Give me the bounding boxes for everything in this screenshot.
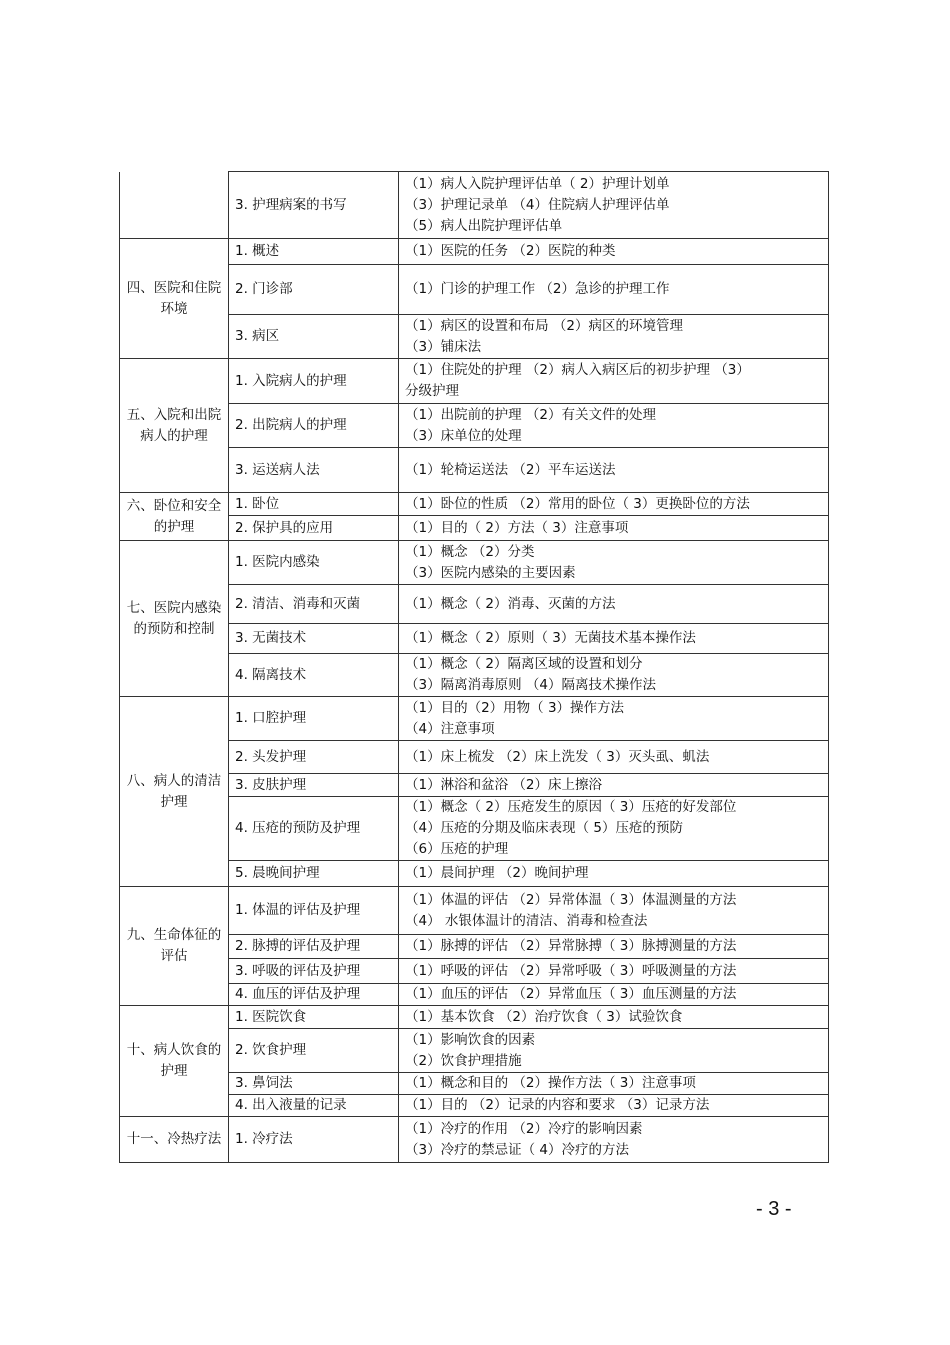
topic-cell: 2. 出院病人的护理 bbox=[229, 404, 399, 448]
content-line: （1）医院的任务 （2）医院的种类 bbox=[405, 243, 616, 259]
content-cell bbox=[399, 861, 829, 887]
content-line: （1）卧位的性质 （2）常用的卧位（ 3）更换卧位的方法 bbox=[405, 495, 750, 512]
content-cell bbox=[399, 1117, 829, 1163]
content-cell bbox=[399, 239, 829, 265]
topic-cell: 2. 饮食护理 bbox=[229, 1029, 399, 1073]
content-line: （1）血压的评估 （2）异常血压（ 3）血压测量的方法 bbox=[405, 986, 737, 1002]
content-line: （1）概念（ 2）原则（ 3）无菌技术基本操作法 bbox=[405, 630, 696, 646]
topic-cell: 3. 鼻饲法 bbox=[229, 1073, 399, 1095]
topic-cell: 4. 隔离技术 bbox=[229, 654, 399, 697]
content-line: （1）概念（ 2）压疮发生的原因（ 3）压疮的好发部位 bbox=[405, 799, 737, 815]
content-cell bbox=[399, 797, 829, 861]
content-cell bbox=[399, 541, 829, 585]
content-line: （1）影响饮食的因素 bbox=[405, 1031, 536, 1048]
table-row bbox=[120, 172, 829, 239]
section-title bbox=[120, 172, 229, 239]
content-cell bbox=[399, 1029, 829, 1073]
content-line: （2）饮食护理措施 bbox=[405, 1052, 522, 1069]
content-line: （1）概念 （2）分类 bbox=[405, 543, 535, 560]
topic-cell: 1. 概述 bbox=[229, 239, 399, 265]
topic-cell: 4. 压疮的预防及护理 bbox=[229, 797, 399, 861]
section-title: 十一、冷热疗法 bbox=[120, 1117, 229, 1163]
content-cell bbox=[399, 448, 829, 493]
content-cell bbox=[399, 697, 829, 741]
topic-cell: 1. 体温的评估及护理 bbox=[229, 887, 399, 935]
content-line: （1）概念（ 2）隔离区域的设置和划分 bbox=[405, 656, 643, 672]
content-line: （3）隔离消毒原则 （4）隔离技术操作法 bbox=[405, 677, 656, 693]
content-line: （1）晨间护理 （2）晚间护理 bbox=[405, 865, 589, 881]
content-line: （6）压疮的护理 bbox=[405, 841, 509, 857]
section-title: 九、生命体征的评估 bbox=[120, 887, 229, 1006]
content-cell bbox=[399, 493, 829, 516]
topic-cell: 3. 无菌技术 bbox=[229, 624, 399, 654]
topic-cell: 1. 口腔护理 bbox=[229, 697, 399, 741]
content-line: （1）呼吸的评估 （2）异常呼吸（ 3）呼吸测量的方法 bbox=[405, 962, 737, 979]
topic-cell: 3. 皮肤护理 bbox=[229, 774, 399, 797]
content-line: （1）病人入院护理评估单（ 2）护理计划单 bbox=[405, 175, 670, 192]
table-row bbox=[120, 1117, 829, 1163]
content-line: （1）门诊的护理工作 （2）急诊的护理工作 bbox=[405, 281, 670, 297]
topic-cell: 3. 运送病人法 bbox=[229, 448, 399, 493]
syllabus-table bbox=[119, 171, 829, 1163]
section-title: 八、病人的清洁护理 bbox=[120, 697, 229, 887]
topic-cell: 1. 医院内感染 bbox=[229, 541, 399, 585]
topic-cell: 2. 门诊部 bbox=[229, 265, 399, 315]
content-line: （1）基本饮食 （2）治疗饮食（ 3）试验饮食 bbox=[405, 1008, 683, 1025]
topic-cell: 3. 护理病案的书写 bbox=[229, 172, 399, 239]
section-title: 七、医院内感染的预防和控制 bbox=[120, 541, 229, 697]
table-row bbox=[120, 493, 829, 516]
content-cell bbox=[399, 516, 829, 541]
content-line: （1）轮椅运送法 （2）平车运送法 bbox=[405, 461, 616, 478]
table-row bbox=[120, 359, 829, 404]
topic-cell: 4. 出入液量的记录 bbox=[229, 1095, 399, 1117]
content-cell bbox=[399, 585, 829, 624]
table-row bbox=[120, 697, 829, 741]
topic-cell: 1. 冷疗法 bbox=[229, 1117, 399, 1163]
topic-cell: 5. 晨晚间护理 bbox=[229, 861, 399, 887]
content-line: 分级护理 bbox=[405, 383, 459, 399]
content-line: （1）目的（2）用物（ 3）操作方法 bbox=[405, 699, 625, 716]
content-line: （1）概念（ 2）消毒、灭菌的方法 bbox=[405, 595, 616, 612]
content-cell bbox=[399, 959, 829, 984]
content-line: （1）出院前的护理 （2）有关文件的处理 bbox=[405, 406, 656, 423]
content-line: （1）体温的评估 （2）异常体温（ 3）体温测量的方法 bbox=[405, 891, 737, 908]
topic-cell: 4. 血压的评估及护理 bbox=[229, 984, 399, 1006]
content-line: （3）医院内感染的主要因素 bbox=[405, 564, 576, 581]
topic-cell: 1. 医院饮食 bbox=[229, 1006, 399, 1029]
table-row bbox=[120, 541, 829, 585]
content-cell bbox=[399, 172, 829, 239]
section-title: 五、入院和出院病人的护理 bbox=[120, 359, 229, 493]
content-cell bbox=[399, 887, 829, 935]
content-cell bbox=[399, 359, 829, 404]
section-title: 十、病人饮食的护理 bbox=[120, 1006, 229, 1117]
table-row bbox=[120, 887, 829, 935]
table-row bbox=[120, 239, 829, 265]
content-line: （1）床上梳发 （2）床上洗发（ 3）灭头虱、虮法 bbox=[405, 748, 710, 765]
topic-cell: 1. 入院病人的护理 bbox=[229, 359, 399, 404]
content-line: （3）冷疗的禁忌证（ 4）冷疗的方法 bbox=[405, 1141, 629, 1158]
content-line: （1）淋浴和盆浴 （2）床上擦浴 bbox=[405, 776, 602, 793]
table-row bbox=[120, 1006, 829, 1029]
content-line: （3）护理记录单 （4）住院病人护理评估单 bbox=[405, 196, 670, 213]
content-cell bbox=[399, 984, 829, 1006]
topic-cell: 1. 卧位 bbox=[229, 493, 399, 516]
content-line: （3）床单位的处理 bbox=[405, 427, 522, 444]
section-title: 六、卧位和安全的护理 bbox=[120, 493, 229, 541]
topic-cell: 2. 脉搏的评估及护理 bbox=[229, 935, 399, 959]
content-line: （1）目的（ 2）方法（ 3）注意事项 bbox=[405, 519, 629, 536]
content-line: （4） 水银体温计的清洁、消毒和检查法 bbox=[405, 912, 648, 929]
content-cell bbox=[399, 265, 829, 315]
section-title: 四、医院和住院环境 bbox=[120, 239, 229, 359]
content-cell bbox=[399, 935, 829, 959]
page-number: - 3 - bbox=[756, 1198, 792, 1220]
topic-cell: 3. 病区 bbox=[229, 315, 399, 359]
content-line: （1）脉搏的评估 （2）异常脉搏（ 3）脉搏测量的方法 bbox=[405, 938, 737, 954]
content-cell bbox=[399, 404, 829, 448]
content-cell bbox=[399, 774, 829, 797]
content-cell bbox=[399, 1095, 829, 1117]
content-line: （4）压疮的分期及临床表现（ 5）压疮的预防 bbox=[405, 820, 683, 836]
topic-cell: 2. 头发护理 bbox=[229, 741, 399, 774]
topic-cell: 2. 保护具的应用 bbox=[229, 516, 399, 541]
content-line: （3）铺床法 bbox=[405, 338, 482, 355]
topic-cell: 2. 清洁、消毒和灭菌 bbox=[229, 585, 399, 624]
topic-cell: 3. 呼吸的评估及护理 bbox=[229, 959, 399, 984]
content-line: （4）注意事项 bbox=[405, 720, 495, 737]
content-line: （1）住院处的护理 （2）病人入病区后的初步护理 （3） bbox=[405, 362, 750, 378]
content-line: （1）冷疗的作用 （2）冷疗的影响因素 bbox=[405, 1120, 643, 1137]
content-cell bbox=[399, 315, 829, 359]
content-cell bbox=[399, 741, 829, 774]
content-cell bbox=[399, 654, 829, 697]
content-line: （5）病人出院护理评估单 bbox=[405, 217, 563, 234]
content-line: （1）目的 （2）记录的内容和要求 （3）记录方法 bbox=[405, 1097, 710, 1113]
content-cell bbox=[399, 1073, 829, 1095]
content-cell bbox=[399, 624, 829, 654]
content-line: （1）病区的设置和布局 （2）病区的环境管理 bbox=[405, 317, 683, 334]
content-cell bbox=[399, 1006, 829, 1029]
content-line: （1）概念和目的 （2）操作方法（ 3）注意事项 bbox=[405, 1075, 696, 1091]
